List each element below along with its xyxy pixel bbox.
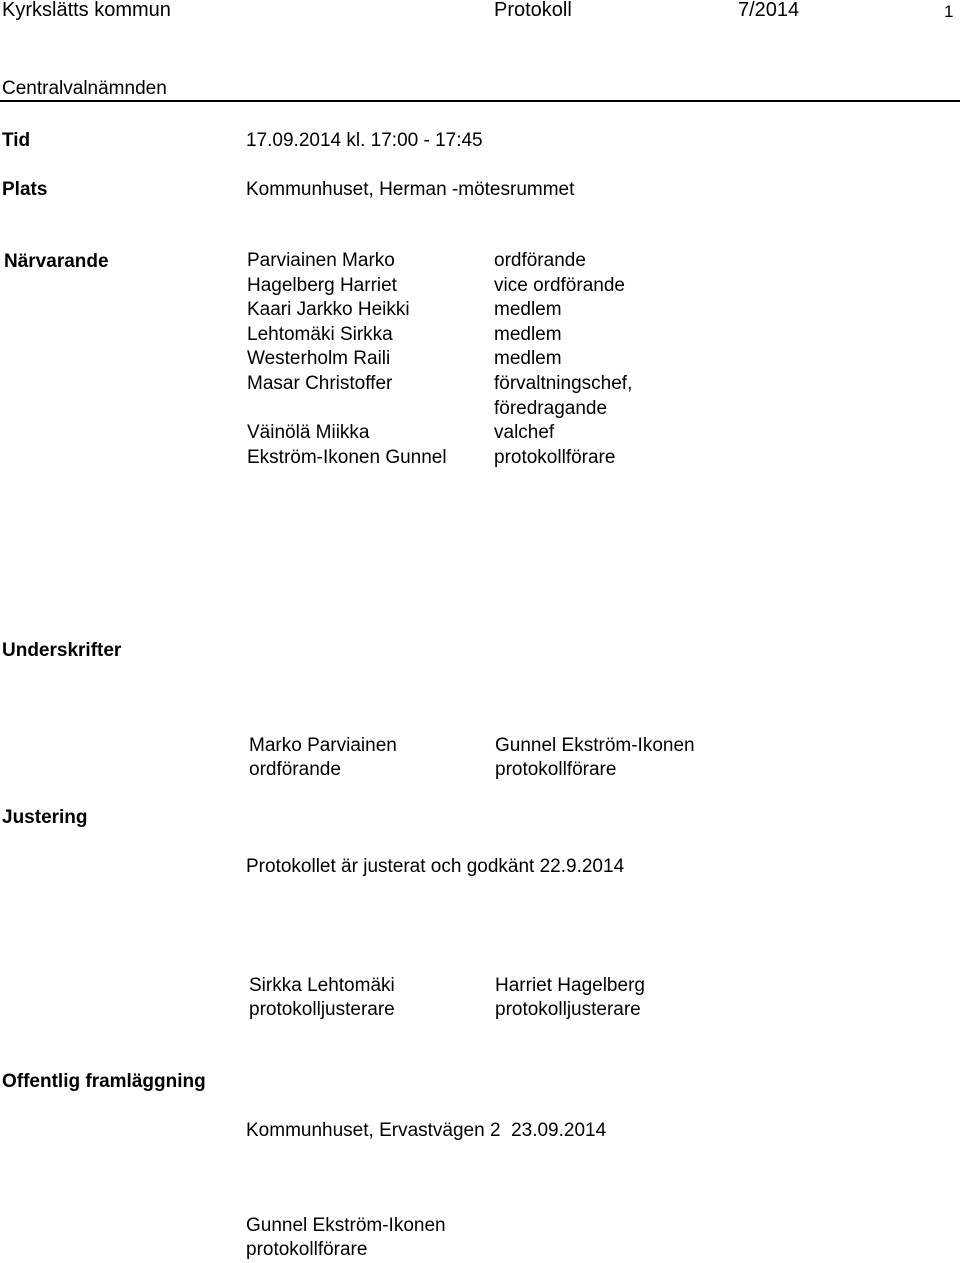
attendee-role: protokollförare <box>494 446 616 468</box>
attendee-name: Masar Christoffer <box>247 372 393 394</box>
attendance-label: Närvarande <box>4 251 109 272</box>
reviewer1-name: Sirkka Lehtomäki <box>249 975 395 996</box>
reviewer1-role: protokolljusterare <box>249 999 395 1020</box>
attendee-role: ordförande <box>494 250 586 271</box>
attendee-role: valchef <box>494 422 555 444</box>
municipality-name: Kyrkslätts kommun <box>2 0 171 21</box>
signatures-label: Underskrifter <box>2 640 122 661</box>
attendee-spacer <box>247 397 447 422</box>
review-label: Justering <box>2 807 88 828</box>
place-label: Plats <box>2 179 48 200</box>
time-label: Tid <box>2 130 31 151</box>
signer1-role: ordförande <box>249 759 341 780</box>
document-type: Protokoll <box>494 0 572 21</box>
attendee-role: medlem <box>494 348 562 370</box>
public-signer-name: Gunnel Ekström-Ikonen <box>246 1215 446 1236</box>
header-divider <box>0 100 960 102</box>
place-value: Kommunhuset, Herman -mötesrummet <box>246 179 575 200</box>
attendee-role: medlem <box>494 323 562 345</box>
public-signer-role: protokollförare <box>246 1239 368 1260</box>
attendee-name: Parviainen Marko <box>247 250 395 271</box>
attendee-name: Ekström-Ikonen Gunnel <box>247 446 447 468</box>
public-posting-label: Offentlig framläggning <box>2 1071 206 1092</box>
signer2-role: protokollförare <box>495 759 617 780</box>
reviewer2-role: protokolljusterare <box>495 999 641 1020</box>
signer2-name: Gunnel Ekström-Ikonen <box>495 735 695 756</box>
attendee-role: förvaltningschef, <box>494 372 633 394</box>
attendance-names <box>247 249 447 470</box>
time-value: 17.09.2014 kl. 17:00 - 17:45 <box>246 130 483 151</box>
page-number: 1 <box>944 2 954 21</box>
reviewer2-name: Harriet Hagelberg <box>495 975 645 996</box>
protocol-number: 7/2014 <box>738 0 800 21</box>
attendee-name: Westerholm Raili <box>247 348 391 370</box>
attendee-name: Väinölä Miikka <box>247 422 370 444</box>
attendance-roles <box>494 249 632 470</box>
public-posting-place-date: Kommunhuset, Ervastvägen 2 23.09.2014 <box>246 1120 607 1141</box>
attendee-role: medlem <box>494 299 562 321</box>
body-name: Centralvalnämnden <box>2 78 167 99</box>
attendee-name: Kaari Jarkko Heikki <box>247 299 410 321</box>
attendee-role-continued: föredragande <box>494 397 608 419</box>
signer1-name: Marko Parviainen <box>249 735 397 756</box>
attendee-role: vice ordförande <box>494 274 625 296</box>
attendee-name: Hagelberg Harriet <box>247 274 397 296</box>
review-statement: Protokollet är justerat och godkänt 22.9.2014 <box>246 856 625 877</box>
attendee-name: Lehtomäki Sirkka <box>247 323 393 345</box>
